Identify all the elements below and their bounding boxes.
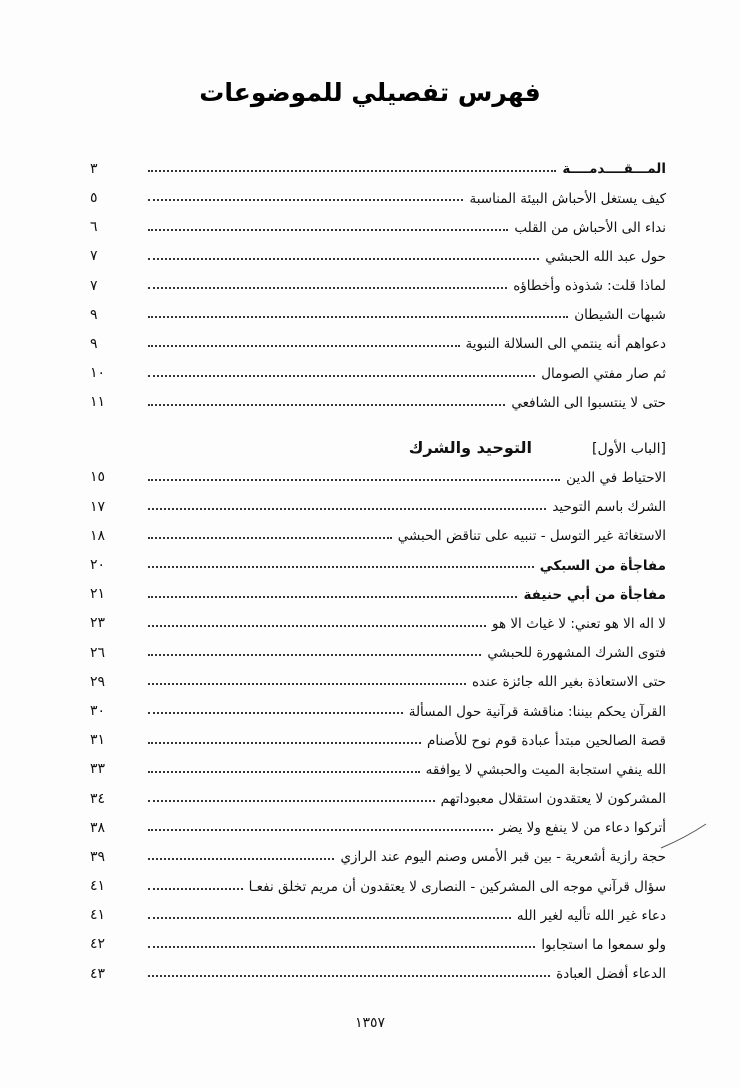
toc-entry	[76, 573, 666, 602]
toc-page-number: ١٥	[90, 469, 106, 486]
dot-leader	[148, 742, 421, 744]
dot-leader	[148, 888, 243, 890]
dot-leader	[148, 287, 507, 289]
toc-page-number: ٣٩	[90, 848, 106, 865]
toc-page-number: ٤٢	[90, 936, 106, 953]
toc-entry	[76, 661, 666, 690]
toc-entry-title: كيف يستغل الأحباش البيئة المناسبة	[469, 190, 666, 207]
dot-leader	[148, 858, 334, 860]
toc-entry	[76, 236, 666, 265]
toc-entry	[76, 177, 666, 206]
dot-leader	[148, 625, 486, 627]
toc-page-number: ٢٦	[90, 644, 106, 661]
toc-entry-title: حتى الاستعاذة بغير الله جائزة عنده	[471, 674, 666, 691]
toc-page-number: ٧	[90, 248, 98, 265]
toc-page-number: ٣٤	[90, 790, 106, 807]
toc-entry	[76, 515, 666, 544]
chapter-title: التوحيد والشرك	[408, 437, 532, 457]
dot-leader	[148, 537, 392, 539]
toc-entry-title: الاحتياط في الدين	[566, 470, 666, 487]
dot-leader	[148, 946, 535, 948]
toc-entry	[76, 544, 666, 573]
toc-entry-title: ثم صار مفتي الصومال	[541, 365, 666, 382]
toc-entry-title: المـــقــــدمــــة	[562, 161, 666, 178]
toc-page-number: ١٧	[90, 498, 106, 515]
toc-entry	[76, 749, 666, 778]
toc-entry-title: مفاجأة من أبي حنيفة	[523, 586, 666, 603]
toc-page-number: ١٨	[90, 527, 106, 544]
toc-page-number: ٣	[90, 160, 98, 177]
dot-leader	[148, 479, 560, 481]
toc-page-number: ٢١	[90, 586, 106, 603]
toc-page-number: ٤٣	[90, 965, 106, 982]
dot-leader	[148, 917, 511, 919]
toc-entry	[76, 690, 666, 719]
dot-leader	[148, 316, 568, 318]
toc-page-number: ٩	[90, 335, 98, 352]
chapter-label: [الباب الأول]	[591, 440, 666, 457]
toc-entry	[76, 807, 666, 836]
toc-entry	[76, 603, 666, 632]
dot-leader	[148, 229, 508, 231]
toc-page-number: ١٠	[90, 365, 106, 382]
toc-entry	[76, 382, 666, 411]
toc-entry	[76, 953, 666, 982]
toc-page-number: ٩	[90, 306, 98, 323]
dot-leader	[148, 566, 534, 568]
toc-entry	[76, 719, 666, 748]
toc-page-number: ٣١	[90, 732, 106, 749]
toc-entry	[76, 148, 666, 177]
dot-leader	[148, 375, 535, 377]
dot-leader	[148, 829, 493, 831]
toc-entry-title: شبهات الشيطان	[574, 307, 666, 324]
toc-entry-title: حجة رازية أشعرية - بين قبر الأمس وصنم اليوم عند الرازي	[340, 849, 666, 866]
dot-leader	[148, 170, 556, 172]
toc-entry-title: الاستغاثة غير التوسل - تنبيه على تناقض الحبشي	[397, 528, 666, 545]
toc-entry-title: فتوى الشرك المشهورة للحبشي	[487, 645, 666, 662]
toc-entry	[76, 294, 666, 323]
dot-leader	[148, 596, 517, 598]
toc-page-number: ٤١	[90, 907, 106, 924]
dot-leader	[148, 258, 539, 260]
toc-entry	[76, 778, 666, 807]
chapter-heading	[76, 411, 666, 457]
dot-leader	[148, 508, 546, 510]
dot-leader	[148, 199, 463, 201]
dot-leader	[148, 404, 505, 406]
toc-page-number: ٢٩	[90, 673, 106, 690]
toc-page-number: ٢٣	[90, 615, 106, 632]
toc-entry-title: لا اله الا هو تعني: لا غياث الا هو	[491, 615, 666, 632]
toc-entry	[76, 924, 666, 953]
toc-entry	[76, 895, 666, 924]
toc-entry	[76, 836, 666, 865]
toc-page-number: ٢٠	[90, 557, 106, 574]
toc-entry-title: الشرك باسم التوحيد	[552, 499, 666, 516]
toc-page-number: ١١	[90, 394, 106, 411]
dot-leader	[148, 771, 420, 773]
toc-entry-title: المشركون لا يعتقدون استقلال معبوداتهم	[440, 791, 666, 808]
toc-entry-title: القرآن يحكم بيننا: مناقشة قرآنية حول المسألة	[408, 703, 666, 720]
toc-entry-title: الله ينفي استجابة الميت والحبشي لا يوافقه	[425, 761, 666, 778]
toc-entry	[76, 265, 666, 294]
toc-entry	[76, 457, 666, 486]
page-title: فهرس تفصيلي للموضوعات	[199, 78, 541, 107]
toc-entry-title: سؤال قرآني موجه الى المشركين - النصارى لا يعتقدون أن مريم تخلق نفعـا	[248, 878, 666, 895]
dot-leader	[148, 975, 550, 977]
toc-page-number: ٤١	[90, 878, 106, 895]
toc-page-number: ٣٣	[90, 761, 106, 778]
dot-leader	[148, 345, 460, 347]
dot-leader	[148, 683, 466, 685]
toc-entry-title: قصة الصالحين مبتدأ عبادة قوم نوح للأصنام	[427, 732, 666, 749]
toc-entry	[76, 206, 666, 235]
dot-leader	[148, 800, 435, 802]
page-number-footer: ١٣٥٧	[354, 1015, 386, 1031]
toc-entry-title: نداء الى الأحباش من القلب	[514, 219, 666, 236]
toc-entry-title: أتركوا دعاء من لا ينفع ولا يضر	[499, 820, 666, 837]
toc-page-number: ٧	[90, 277, 98, 294]
toc-entry	[76, 352, 666, 381]
toc-entry	[76, 632, 666, 661]
dot-leader	[148, 654, 481, 656]
toc-entry-title: مفاجأة من السبكي	[539, 557, 666, 574]
toc-entry-title: دعاء غير الله تأليه لغير الله	[516, 907, 666, 924]
toc-entry-title: ولو سمعوا ما استجابوا	[541, 937, 666, 954]
toc-page-number: ٦	[90, 219, 98, 236]
toc-entry	[76, 865, 666, 894]
toc-entry-title: حول عبد الله الحبشي	[545, 248, 666, 265]
toc-page-number: ٥	[90, 189, 98, 206]
toc-entry-title: لماذا قلت: شذوذه وأخطاؤه	[513, 278, 666, 295]
toc-page-number: ٣٠	[90, 702, 106, 719]
dot-leader	[148, 712, 403, 714]
toc-entry-title: دعواهم أنه ينتمي الى السلالة النبوية	[465, 336, 666, 353]
toc-entry	[76, 486, 666, 515]
toc-page-number: ٣٨	[90, 819, 106, 836]
toc-entry	[76, 323, 666, 352]
toc-entry-title: الدعاء أفضل العبادة	[556, 966, 666, 983]
toc-entry-title: حتى لا ينتسبوا الى الشافعي	[511, 394, 666, 411]
table-of-contents	[76, 148, 666, 982]
